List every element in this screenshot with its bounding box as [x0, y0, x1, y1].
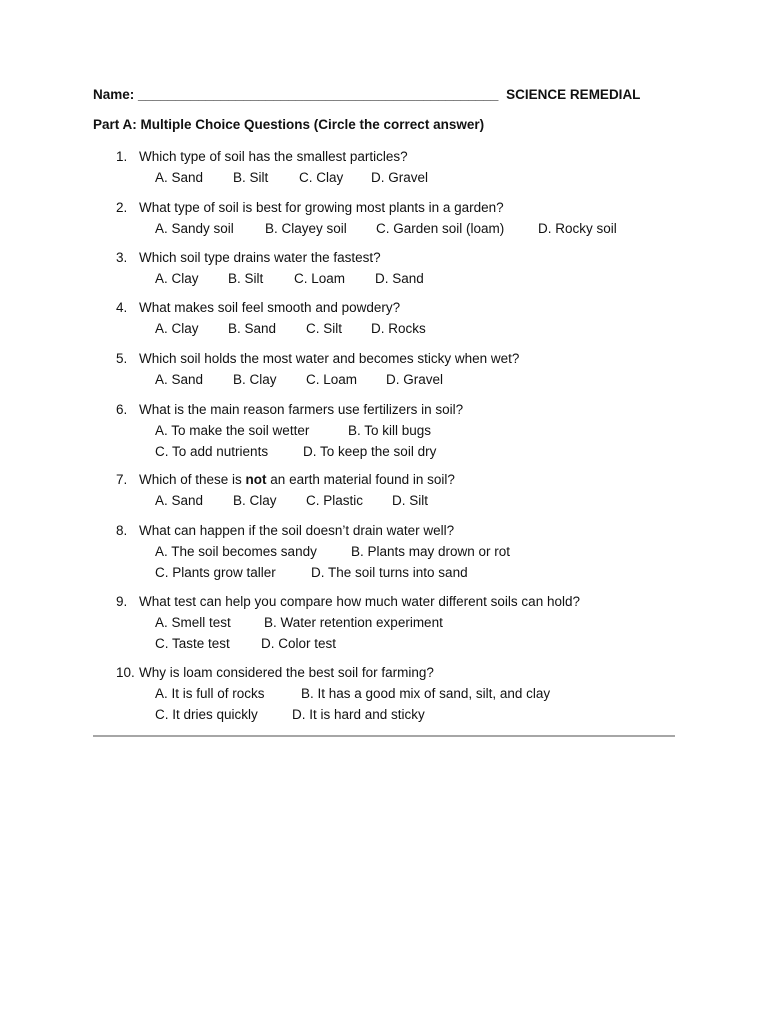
- answer-option[interactable]: C. Clay: [299, 170, 344, 185]
- answer-row: [155, 221, 715, 239]
- subject-title: SCIENCE REMEDIAL: [506, 87, 641, 102]
- answer-row: [155, 636, 715, 654]
- question-text: [139, 472, 455, 487]
- answer-option[interactable]: D. Rocky soil: [538, 221, 617, 236]
- answer-option[interactable]: C. Silt: [306, 321, 343, 336]
- question-text-part: Which of these is: [139, 472, 246, 487]
- answer-option[interactable]: D. Silt: [392, 493, 429, 508]
- answer-option[interactable]: C. Plants grow taller: [155, 564, 276, 580]
- question-number: 7.: [116, 472, 128, 487]
- answer-option[interactable]: A. It is full of rocks: [155, 686, 265, 701]
- answer-option[interactable]: C. Loam: [306, 372, 358, 387]
- answer-option[interactable]: B. Clay: [233, 493, 277, 508]
- answer-option[interactable]: B. To kill bugs: [348, 423, 432, 438]
- answer-option[interactable]: C. Loam: [294, 271, 346, 286]
- answer-option[interactable]: A. Sand: [155, 170, 204, 185]
- answer-option[interactable]: A. Smell test: [155, 615, 231, 630]
- answer-option[interactable]: B. Plants may drown or rot: [351, 544, 511, 559]
- answer-option[interactable]: D. Sand: [375, 271, 424, 286]
- answer-option[interactable]: A. To make the soil wetter: [155, 423, 310, 438]
- answer-option[interactable]: D. Gravel: [371, 170, 429, 185]
- question-number: 9.: [116, 594, 128, 609]
- question-number: 8.: [116, 523, 128, 538]
- answer-option[interactable]: D. Gravel: [386, 372, 444, 387]
- answer-option[interactable]: B. It has a good mix of sand, silt, and clay: [301, 686, 551, 701]
- question-number: 10.: [116, 665, 135, 680]
- question-text: What test can help you compare how much water different soils can hold?: [139, 594, 580, 609]
- question-number: 6.: [116, 402, 128, 417]
- answer-option[interactable]: C. It dries quickly: [155, 706, 258, 722]
- answer-row: [155, 707, 715, 725]
- answer-option[interactable]: D. To keep the soil dry: [303, 443, 437, 459]
- answer-row: [155, 423, 715, 441]
- answer-option[interactable]: B. Water retention experiment: [264, 615, 443, 630]
- answer-option[interactable]: B. Clayey soil: [265, 221, 347, 236]
- answer-option[interactable]: A. Sand: [155, 493, 204, 508]
- answer-row: [155, 493, 715, 511]
- answer-row: [155, 271, 715, 289]
- answer-option[interactable]: C. To add nutrients: [155, 443, 269, 459]
- question-text: What is the main reason farmers use fertilizers in soil?: [139, 402, 464, 417]
- answer-option[interactable]: B. Clay: [233, 372, 277, 387]
- answer-row: [155, 170, 715, 188]
- question-number: 1.: [116, 149, 128, 164]
- answer-option[interactable]: A. Sandy soil: [155, 221, 234, 236]
- question-text: What makes soil feel smooth and powdery?: [139, 300, 401, 315]
- answer-option[interactable]: A. Clay: [155, 271, 199, 286]
- answer-option[interactable]: C. Garden soil (loam): [376, 221, 505, 236]
- answer-option[interactable]: B. Silt: [233, 170, 269, 185]
- question-text: Which soil holds the most water and becomes sticky when wet?: [139, 351, 520, 366]
- answer-row: [155, 565, 715, 583]
- question-text: Which soil type drains water the fastest?: [139, 250, 381, 265]
- answer-row: [155, 321, 715, 339]
- question-text: What type of soil is best for growing most plants in a garden?: [139, 200, 504, 215]
- question-text: What can happen if the soil doesn’t drain water well?: [139, 523, 455, 538]
- answer-option[interactable]: D. The soil turns into sand: [311, 564, 468, 580]
- question-number: 4.: [116, 300, 128, 315]
- name-field-label[interactable]: Name: ________________________________________________: [93, 87, 499, 102]
- answer-row: [155, 686, 715, 704]
- answer-row: [155, 372, 715, 390]
- question-number: 2.: [116, 200, 128, 215]
- answer-row: [155, 444, 715, 462]
- question-text-emphasis: not: [245, 472, 267, 487]
- answer-option[interactable]: D. It is hard and sticky: [292, 706, 425, 722]
- section-title: Part A: Multiple Choice Questions (Circle the correct answer): [93, 117, 485, 132]
- question-text-part: an earth material found in soil?: [266, 472, 455, 487]
- answer-option[interactable]: A. Clay: [155, 321, 199, 336]
- answer-option[interactable]: C. Taste test: [155, 635, 230, 651]
- answer-option[interactable]: D. Rocks: [371, 321, 426, 336]
- question-number: 5.: [116, 351, 128, 366]
- answer-option[interactable]: B. Sand: [228, 321, 277, 336]
- divider-line: [93, 735, 675, 737]
- answer-option[interactable]: A. Sand: [155, 372, 204, 387]
- answer-option[interactable]: B. Silt: [228, 271, 264, 286]
- question-text: Why is loam considered the best soil for farming?: [139, 665, 434, 680]
- question-number: 3.: [116, 250, 128, 265]
- answer-option[interactable]: A. The soil becomes sandy: [155, 544, 317, 559]
- answer-option[interactable]: C. Plastic: [306, 493, 364, 508]
- answer-row: [155, 544, 715, 562]
- answer-row: [155, 615, 715, 633]
- question-text: Which type of soil has the smallest particles?: [139, 149, 408, 164]
- answer-option[interactable]: D. Color test: [261, 635, 337, 651]
